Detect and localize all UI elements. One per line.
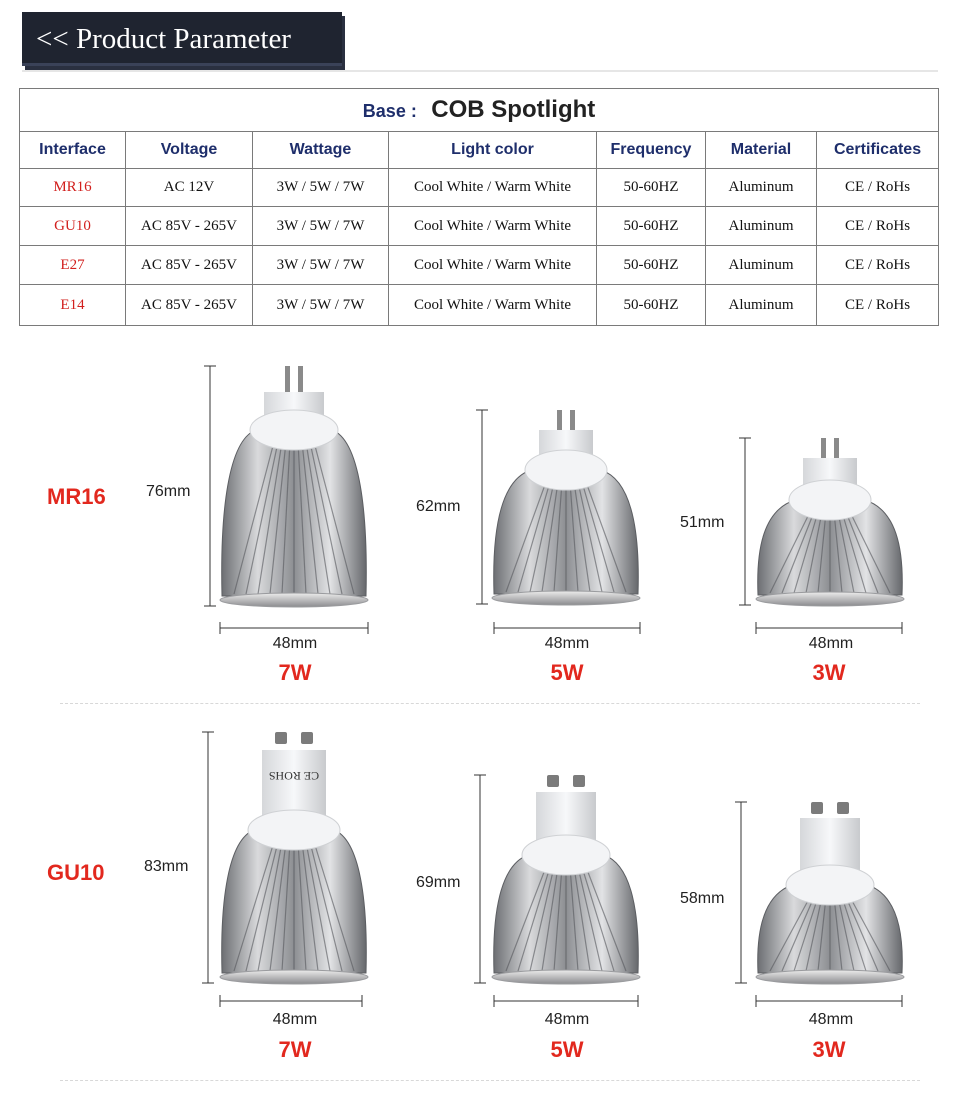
bulb-dome bbox=[786, 865, 874, 905]
width-dimension: 48mm bbox=[272, 635, 318, 652]
header-wattage: Wattage bbox=[253, 132, 389, 169]
cell-voltage: AC 85V - 265V bbox=[126, 207, 253, 246]
wattage-label: 3W bbox=[812, 1037, 846, 1062]
wattage-label: 3W bbox=[812, 660, 846, 685]
bulb-dome bbox=[525, 450, 607, 490]
group-label-mr16: MR16 bbox=[47, 484, 106, 509]
height-dimension: 69mm bbox=[416, 874, 461, 891]
base-label: Base : bbox=[362, 101, 417, 121]
bulb-rim bbox=[220, 970, 368, 984]
pin bbox=[298, 366, 303, 396]
height-dimension: 83mm bbox=[144, 858, 189, 875]
wattage-label: 5W bbox=[550, 660, 584, 685]
cell-wattage: 3W / 5W / 7W bbox=[253, 246, 389, 285]
cell-material: Aluminum bbox=[706, 169, 817, 207]
pin bbox=[837, 802, 849, 814]
pin bbox=[301, 732, 313, 744]
cell-certificates: CE / RoHs bbox=[817, 285, 939, 326]
group-label-gu10: GU10 bbox=[47, 860, 105, 885]
pin bbox=[573, 775, 585, 787]
height-dimension: 76mm bbox=[146, 483, 191, 500]
section-divider bbox=[60, 703, 920, 704]
base-value: COB Spotlight bbox=[431, 96, 596, 123]
banner-title: << Product Parameter bbox=[36, 23, 291, 55]
bulb-rim bbox=[492, 591, 640, 605]
bulb-rim bbox=[756, 970, 904, 984]
cell-light-color: Cool White / Warm White bbox=[389, 285, 597, 326]
width-dimension: 48mm bbox=[544, 635, 590, 652]
width-dimension: 48mm bbox=[808, 1011, 854, 1028]
header-interface: Interface bbox=[20, 132, 126, 169]
cell-interface: GU10 bbox=[20, 207, 126, 246]
cell-interface: E14 bbox=[20, 285, 126, 326]
pin bbox=[275, 732, 287, 744]
header-frequency: Frequency bbox=[597, 132, 706, 169]
bulb-dome bbox=[789, 480, 871, 520]
pin bbox=[285, 366, 290, 396]
height-dimension: 62mm bbox=[416, 498, 461, 515]
cell-frequency: 50-60HZ bbox=[597, 285, 706, 326]
height-dimension: 51mm bbox=[680, 514, 725, 531]
cell-light-color: Cool White / Warm White bbox=[389, 207, 597, 246]
width-dimension: 48mm bbox=[544, 1011, 590, 1028]
bulb-rim bbox=[756, 592, 904, 606]
cell-light-color: Cool White / Warm White bbox=[389, 246, 597, 285]
bulb-rim bbox=[492, 970, 640, 984]
cell-wattage: 3W / 5W / 7W bbox=[253, 285, 389, 326]
ce-rohs-marking: CE ROHS bbox=[268, 769, 320, 783]
cell-frequency: 50-60HZ bbox=[597, 246, 706, 285]
wattage-label: 7W bbox=[278, 660, 312, 685]
cell-material: Aluminum bbox=[706, 246, 817, 285]
cell-material: Aluminum bbox=[706, 285, 817, 326]
height-dimension: 58mm bbox=[680, 890, 725, 907]
cell-voltage: AC 85V - 265V bbox=[126, 246, 253, 285]
cell-frequency: 50-60HZ bbox=[597, 169, 706, 207]
wattage-label: 7W bbox=[278, 1037, 312, 1062]
cell-voltage: AC 12V bbox=[126, 169, 253, 207]
header-certificates: Certificates bbox=[817, 132, 939, 169]
width-dimension: 48mm bbox=[272, 1011, 318, 1028]
cell-frequency: 50-60HZ bbox=[597, 207, 706, 246]
width-dimension: 48mm bbox=[808, 635, 854, 652]
pin bbox=[811, 802, 823, 814]
pin bbox=[547, 775, 559, 787]
cell-light-color: Cool White / Warm White bbox=[389, 169, 597, 207]
cell-certificates: CE / RoHs bbox=[817, 207, 939, 246]
header-light-color: Light color bbox=[389, 132, 597, 169]
cell-certificates: CE / RoHs bbox=[817, 169, 939, 207]
cell-wattage: 3W / 5W / 7W bbox=[253, 207, 389, 246]
section-divider bbox=[60, 1080, 920, 1081]
bulb-rim bbox=[220, 593, 368, 607]
bulb-dome bbox=[248, 810, 340, 850]
header-material: Material bbox=[706, 132, 817, 169]
cell-certificates: CE / RoHs bbox=[817, 246, 939, 285]
wattage-label: 5W bbox=[550, 1037, 584, 1062]
cell-material: Aluminum bbox=[706, 207, 817, 246]
header-voltage: Voltage bbox=[126, 132, 253, 169]
bulb-dome bbox=[522, 835, 610, 875]
cell-interface: E27 bbox=[20, 246, 126, 285]
cell-wattage: 3W / 5W / 7W bbox=[253, 169, 389, 207]
cell-voltage: AC 85V - 265V bbox=[126, 285, 253, 326]
cell-interface: MR16 bbox=[20, 169, 126, 207]
bulb-dome bbox=[250, 410, 338, 450]
